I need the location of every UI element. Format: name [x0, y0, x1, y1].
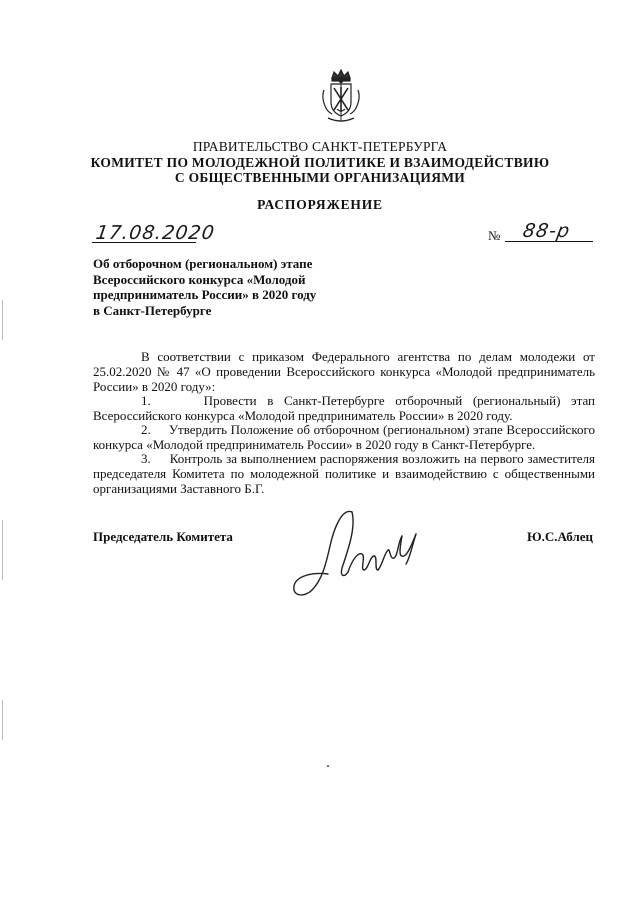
item-1-paragraph: 1. Провести в Санкт-Петербурге отборочный (региональный) этап Всероссийского конкурса «Молодой предприниматель России» в 2020 году. [93, 393, 595, 423]
number-underline [505, 241, 593, 242]
subject-line: в Санкт-Петербурге [93, 302, 212, 318]
coat-of-arms-icon [318, 68, 364, 126]
document-date-value: 17.08.2020 [94, 222, 217, 244]
signature-icon [282, 498, 432, 608]
item-3-paragraph: 3. Контроль за выполнением распоряжения возложить на первого заместителя председателя Комитета по молодежной политике и взаимодействию с общественными организациями Заставного Б.Г. [93, 451, 595, 496]
document-type-title: РАСПОРЯЖЕНИЕ [257, 197, 383, 212]
committee-name-line2: С ОБЩЕСТВЕННЫМИ ОРГАНИЗАЦИЯМИ [174, 170, 466, 185]
document-subject [93, 256, 343, 318]
preamble-paragraph: В соответствии с приказом Федерального агентства по делам молодежи от 25.02.2020 № 47 «О проведении Всероссийского конкурса «Молодой предприниматель России» в 2020 году»: [93, 349, 595, 394]
date-underline [92, 242, 196, 243]
committee-name-line1: КОМИТЕТ ПО МОЛОДЕЖНОЙ ПОЛИТИКЕ И ВЗАИМОДЕЙСТВИЮ [90, 155, 550, 170]
scan-edge-mark [2, 300, 3, 340]
document-number-value: 88-р [521, 220, 573, 242]
item-2-paragraph: 2. Утвердить Положение об отборочном (региональном) этапе Всероссийского конкурса «Молодой предприниматель России» в 2020 году в Санкт-Петербурге. [93, 422, 595, 452]
scan-edge-mark [2, 520, 3, 580]
government-name: ПРАВИТЕЛЬСТВО САНКТ-ПЕТЕРБУРГА [192, 139, 448, 154]
signatory-name: Ю.С.Аблец [527, 529, 593, 544]
number-sign-label: № [488, 228, 501, 243]
document-number [505, 220, 593, 244]
subject-line: предприниматель России» в 2020 году [93, 287, 317, 302]
body-item-1 [93, 394, 595, 424]
signatory-title: Председатель Комитета [93, 529, 233, 544]
scan-speck [327, 765, 329, 767]
subject-line: Об отборочном (региональном) этапе [93, 256, 313, 271]
body-item-3 [93, 452, 595, 496]
scan-edge-mark [2, 700, 3, 740]
document-date [92, 222, 217, 246]
body-item-2 [93, 423, 595, 453]
subject-line: Всероссийского конкурса «Молодой [93, 271, 306, 287]
body-preamble [93, 350, 595, 394]
